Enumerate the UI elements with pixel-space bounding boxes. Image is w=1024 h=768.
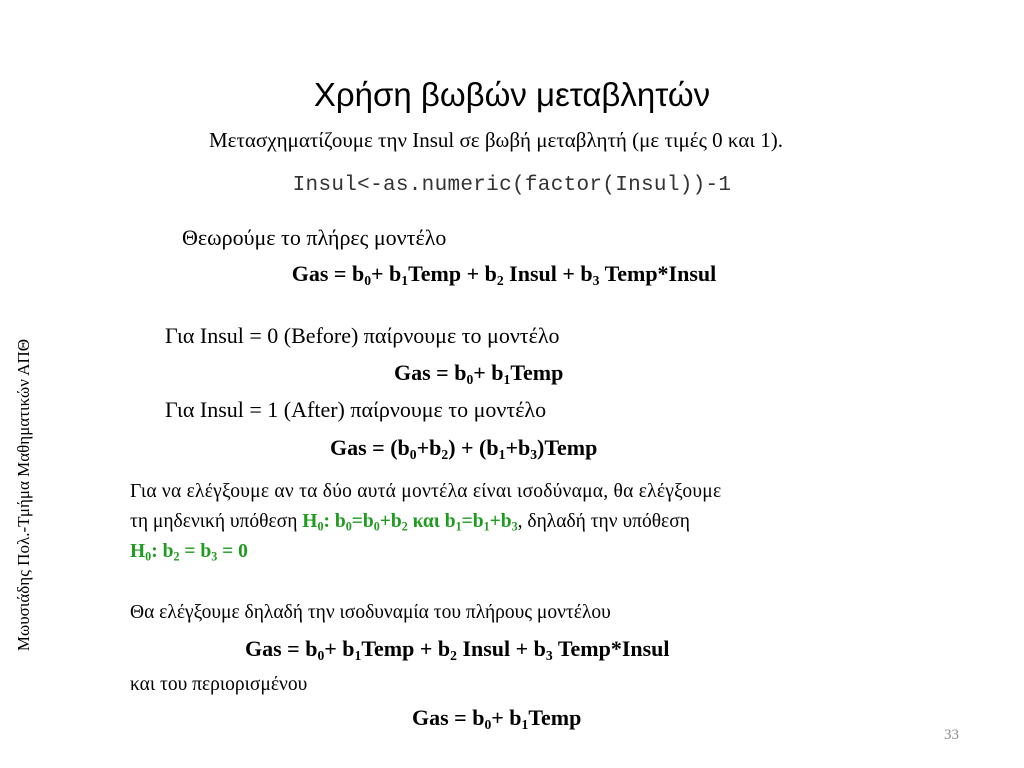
- restricted-model-formula: Gas = $b_0+$ $b_1Temp$: [412, 705, 582, 733]
- null-hypothesis-equations: $H_0$: $b_0=b_0+b_2$ και $b_1=b_1+b_3$: [302, 511, 518, 534]
- page-title: Χρήση βωβών μεταβλητών: [313, 76, 711, 113]
- hypothesis-line-2: [130, 511, 690, 533]
- side-author-label-text: Μωυσιάδης Πολ.-Τμήμα Μαθηματικών ΑΠΘ: [14, 338, 33, 652]
- insul-one-model: Gas = $(b_0+b_2)$ + $(b_1+b_3)Temp$: [330, 435, 598, 463]
- side-author-label: [10, 310, 38, 680]
- insul-zero-text: Για Insul = 0 (Before) παίρνουμε το μοντέλο: [165, 323, 560, 348]
- page-number: 33: [944, 727, 959, 743]
- r-code-line: Insul<-as.numeric(factor(Insul))-1: [292, 174, 732, 197]
- hypothesis-line-2-suffix: , δηλαδή την υπόθεση: [517, 511, 690, 532]
- hypothesis-line-1: Για να ελέγξουμε αν τα δύο αυτά μοντέλα είναι ισοδύναμα, θα ελέγξουμε: [130, 481, 722, 502]
- equivalence-check-text: Θα ελέγξουμε δηλαδή την ισοδυναμία του πλήρους μοντέλου: [130, 602, 611, 623]
- insul-zero-model: Gas = $b_0+$ $b_1Temp$: [394, 360, 564, 388]
- insul-one-text: Για Insul = 1 (After) παίρνουμε το μοντέλο: [165, 397, 547, 422]
- null-hypothesis-simplified: $H_0$: $b_2 = b_3 = 0$: [130, 541, 248, 564]
- full-model-intro: Θεωρούμε το πλήρες μοντέλο: [182, 225, 447, 250]
- full-model-formula: Gas = $b_0+$ $b_1Temp + b_2$ Insul + $b_3$ Temp*Insul: [291, 261, 717, 289]
- intro-text: Μετασχηματίζουμε την Insul σε βωβή μεταβλητή (με τιμές 0 και 1).: [209, 128, 783, 152]
- hypothesis-line-2-prefix: τη μηδενική υπόθεση: [130, 511, 303, 532]
- restricted-model-text: και του περιορισμένου: [130, 674, 308, 695]
- full-model-formula-2: Gas = $b_0+$ $b_1Temp + b_2$ Insul + $b_3$ Temp*Insul: [245, 636, 670, 664]
